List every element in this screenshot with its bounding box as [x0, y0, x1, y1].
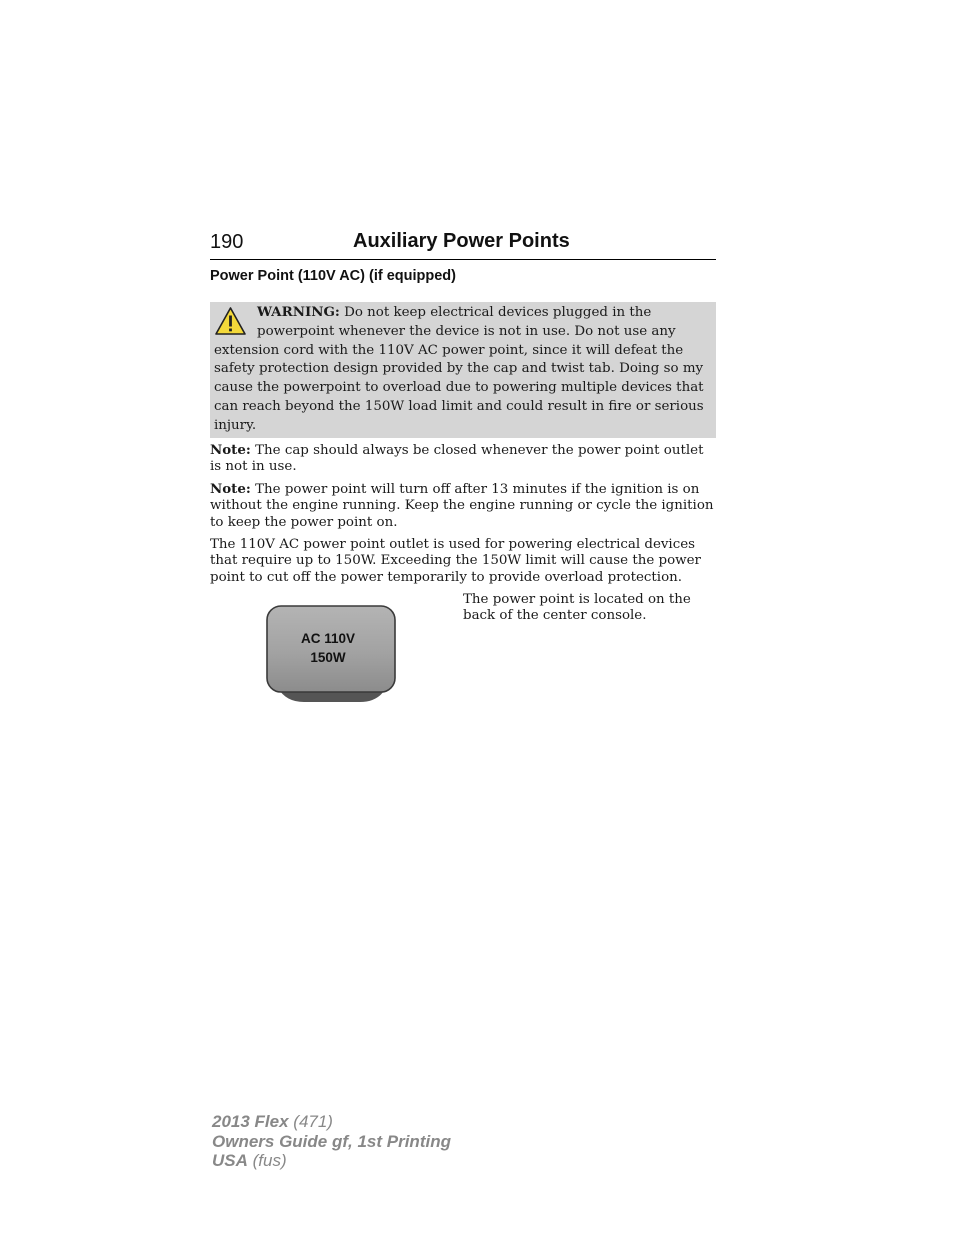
warning-box: [210, 302, 716, 438]
footer-line-guide: Owners Guide gf, 1st Printing: [212, 1131, 451, 1151]
note-text: The power point will turn off after 13 minutes if the ignition is on without the engine running. Keep the engine running or cycle the ignition to keep the power point on.: [210, 482, 714, 530]
chapter-title: Auxiliary Power Points: [353, 230, 570, 252]
note-text: The cap should always be closed whenever the power point outlet is not in use.: [210, 443, 704, 475]
warning-body: Do not keep electrical devices plugged in the powerpoint whenever the device is not in use. Do not use any extension cord with the 110V AC power point, since it will defeat the safety protection design provided by the cap and twist tab. Doing so my cause the powerpoint to overload due to powering multiple devices that can reach beyond the 150W load limit and could result in fire or serious injury.: [214, 305, 704, 433]
outlet-label-voltage: AC 110V: [300, 631, 356, 646]
warning-label: WARNING:: [257, 304, 340, 320]
outlet-label-wattage: 150W: [310, 650, 346, 665]
footer-line-market: USA (fus): [212, 1151, 287, 1170]
page-header: [210, 229, 716, 260]
note-label: Note:: [210, 442, 251, 458]
location-text: The power point is located on the back of the center console.: [463, 592, 691, 624]
note-timeout: [210, 481, 716, 531]
note-label: Note:: [210, 481, 251, 497]
page-footer: [212, 1112, 451, 1171]
note-cap: [210, 442, 716, 476]
footer-line-model: 2013 Flex (471): [212, 1112, 333, 1131]
section-title: Power Point (110V AC) (if equipped): [210, 268, 456, 284]
body-paragraph: The 110V AC power point outlet is used for powering electrical devices that require up to 150W. Exceeding the 150W limit will cause the power point to cut off the power temporarily to provide overload protection.: [210, 537, 701, 585]
power-outlet-image: [264, 604, 398, 704]
warning-text: [214, 303, 710, 436]
page-number: 190: [210, 231, 244, 253]
